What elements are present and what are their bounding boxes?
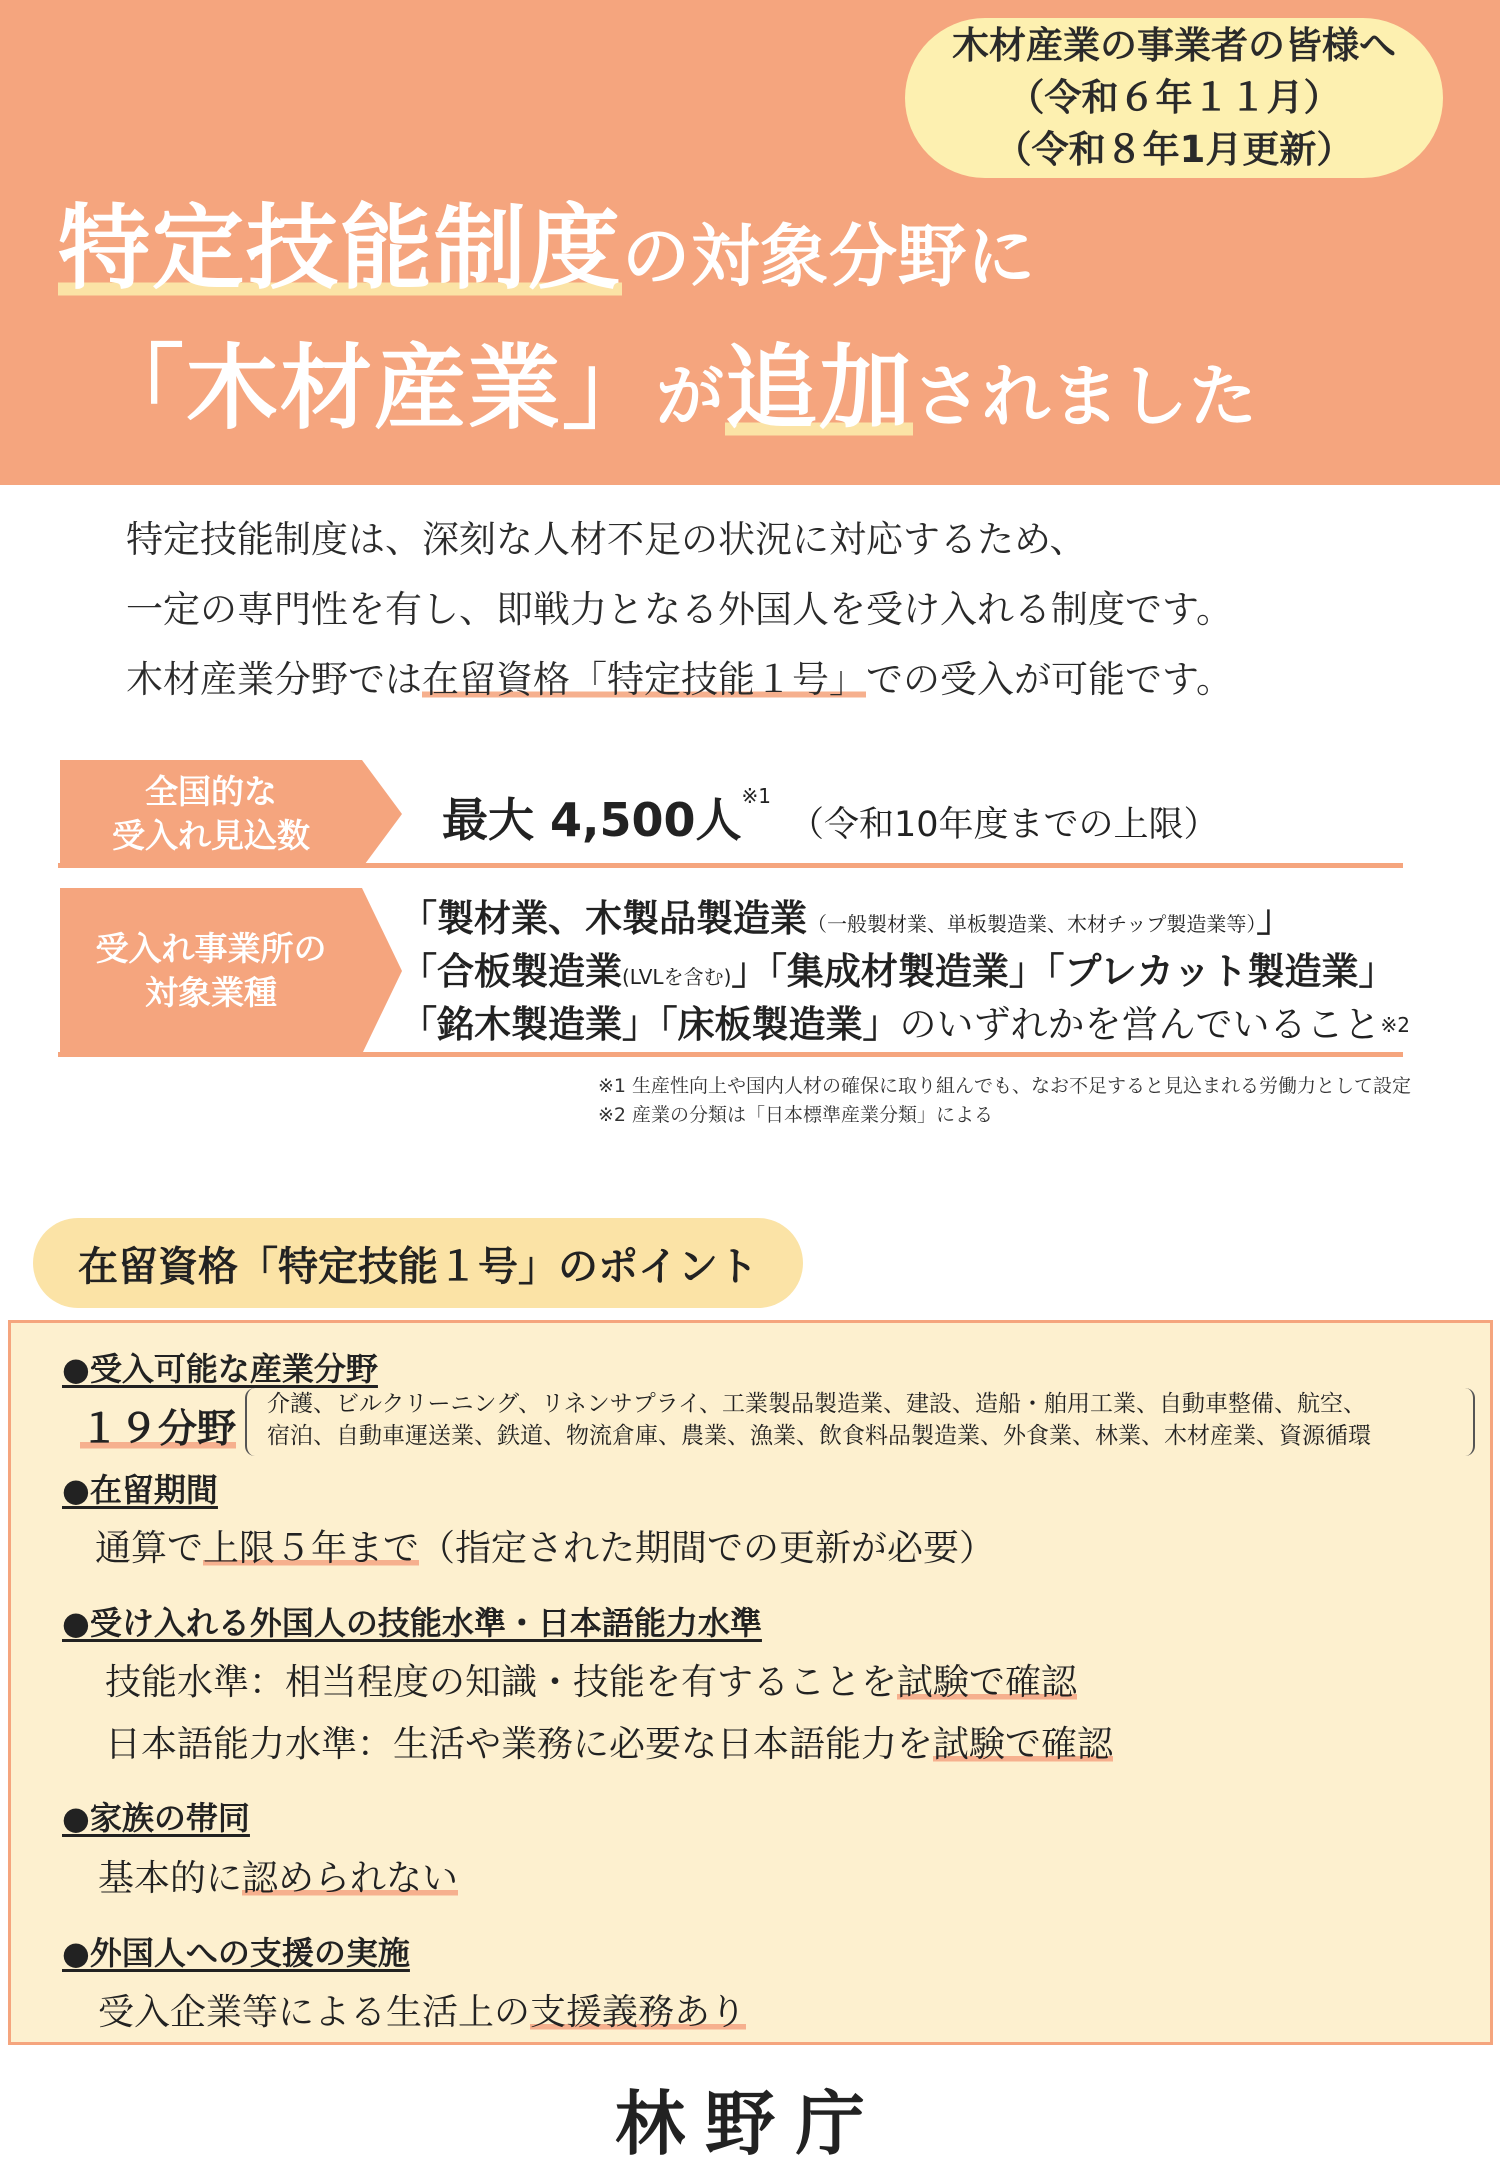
audience-line: 木材産業の事業者の皆様へ: [952, 24, 1396, 67]
acceptance-tag-line-1: 全国的な: [145, 772, 277, 811]
headline-added: 追加: [725, 335, 914, 442]
acceptance-max-mark: ※1: [741, 784, 772, 808]
acceptance-tag-line-2: 受入れ見込数: [112, 816, 310, 855]
industries-bracket: 」: [1256, 897, 1294, 940]
headline-system: 特定技能制度: [58, 195, 623, 302]
family-text: [98, 1850, 458, 1901]
period-pre: 通算で: [95, 1528, 204, 1569]
fields-list-line-1: 介護、ビルクリーニング、リネンサプライ、工業製品製造業、建設、造船・舶用工業、自動車整備、航空、: [267, 1391, 1366, 1417]
family-highlight: 認められない: [242, 1858, 459, 1899]
support-pre: 受入企業等による生活上の: [98, 1992, 531, 2033]
intro-line-2: 一定の専門性を有し、即戦力となる外国人を受け入れる制度です。: [126, 588, 1234, 631]
skill-text: [105, 1654, 1077, 1705]
intro-line-3: [126, 645, 1376, 715]
industries-mark: ※2: [1380, 1013, 1410, 1037]
support-highlight: 支援義務あり: [530, 1992, 747, 2033]
footnote-2: ※2 産業の分類は「日本標準産業分類」による: [598, 1104, 994, 1126]
header-banner: [0, 0, 1500, 485]
industries-tag-line-2: 対象業種: [145, 973, 277, 1012]
support-text: [98, 1984, 746, 2035]
industries-condition: のいずれかを営んでいること: [899, 1003, 1381, 1046]
industries-tag-line-1: 受入れ事業所の: [95, 929, 327, 968]
intro-line-3-pre: 木材産業分野では: [126, 658, 422, 701]
points-label: 在留資格「特定技能１号」のポイント: [33, 1218, 803, 1308]
footnotes: [598, 1072, 1411, 1130]
fields-count-value: １９分野: [80, 1407, 237, 1452]
level-heading: ●受け入れる外国人の技能水準・日本語能力水準: [62, 1604, 762, 1642]
audience-date: （令和６年１１月）: [1007, 76, 1341, 119]
industries-sawmill-detail: （一般製材業、単板製造業、木材チップ製造業等）: [807, 912, 1257, 936]
acceptance-max-value: 最大 4,500人: [442, 793, 742, 847]
skill-highlight: 試験で確認: [897, 1662, 1078, 1703]
family-pre: 基本的に: [98, 1858, 243, 1899]
language-highlight: 試験で確認: [933, 1724, 1114, 1765]
support-heading: ●外国人への支援の実施: [62, 1934, 410, 1972]
industries-fancywood-floor: 「銘木製造業」「床板製造業」: [400, 1003, 900, 1046]
fields-list: [245, 1388, 1475, 1456]
agency-logo: 林野庁: [615, 2083, 885, 2165]
headline-target: の対象分野に: [622, 218, 1037, 297]
fields-list-line-2: 宿泊、自動車運送業、鉄道、物流倉庫、農業、漁業、飲食料品製造業、外食業、林業、木材産業、資源循環: [267, 1423, 1371, 1449]
industries-line-2: [400, 948, 1410, 1001]
headline-ending: されました: [913, 358, 1259, 437]
acceptance-max: [442, 784, 1219, 850]
headline-line-1: [58, 175, 1036, 307]
audience-bubble: [905, 18, 1443, 178]
industries-sawmill: 「製材業、木製品製造業: [400, 897, 807, 940]
fields-count: [80, 1398, 236, 1454]
intro-text: [126, 505, 1376, 715]
industries-glulam-precut: 」「集成材製造業」「プレカット製造業」: [731, 950, 1396, 993]
period-highlight: 上限５年まで: [203, 1528, 420, 1569]
headline-line-2: [92, 315, 1258, 447]
intro-line-1: 特定技能制度は、深刻な人材不足の状況に対応するため、: [126, 518, 1087, 561]
industries-plywood: 「合板製造業: [400, 950, 622, 993]
family-heading: ●家族の帯同: [62, 1799, 250, 1837]
acceptance-tag: [60, 760, 362, 868]
industries-line-1: [400, 895, 1410, 948]
period-heading: ●在留期間: [62, 1471, 218, 1509]
skill-pre: 技能水準：相当程度の知識・技能を有することを: [105, 1662, 898, 1703]
fields-heading: ●受入可能な産業分野: [62, 1350, 378, 1388]
headline-industry: 「木材産業」: [92, 335, 657, 442]
language-pre: 日本語能力水準：生活や業務に必要な日本語能力を: [105, 1724, 934, 1765]
industries-plywood-detail: (LVLを含む): [622, 965, 732, 989]
headline-particle: が: [656, 358, 726, 437]
audience-update: （令和８年1月更新）: [994, 128, 1354, 171]
footnote-1: ※1 生産性向上や国内人材の確保に取り組んでも、なお不足すると見込まれる労働力として設定: [598, 1075, 1412, 1097]
period-post: （指定された期間での更新が必要）: [419, 1528, 996, 1569]
period-text: [95, 1520, 995, 1571]
language-text: [105, 1716, 1113, 1767]
industries-tag: [60, 888, 362, 1054]
industries-list: [400, 895, 1410, 1049]
intro-line-3-post: での受入が可能です。: [866, 658, 1234, 701]
industries-line-3: [400, 1001, 1410, 1049]
intro-status-highlight: 在留資格「特定技能１号」: [422, 658, 866, 701]
acceptance-max-note: （令和10年度までの上限）: [789, 805, 1219, 845]
